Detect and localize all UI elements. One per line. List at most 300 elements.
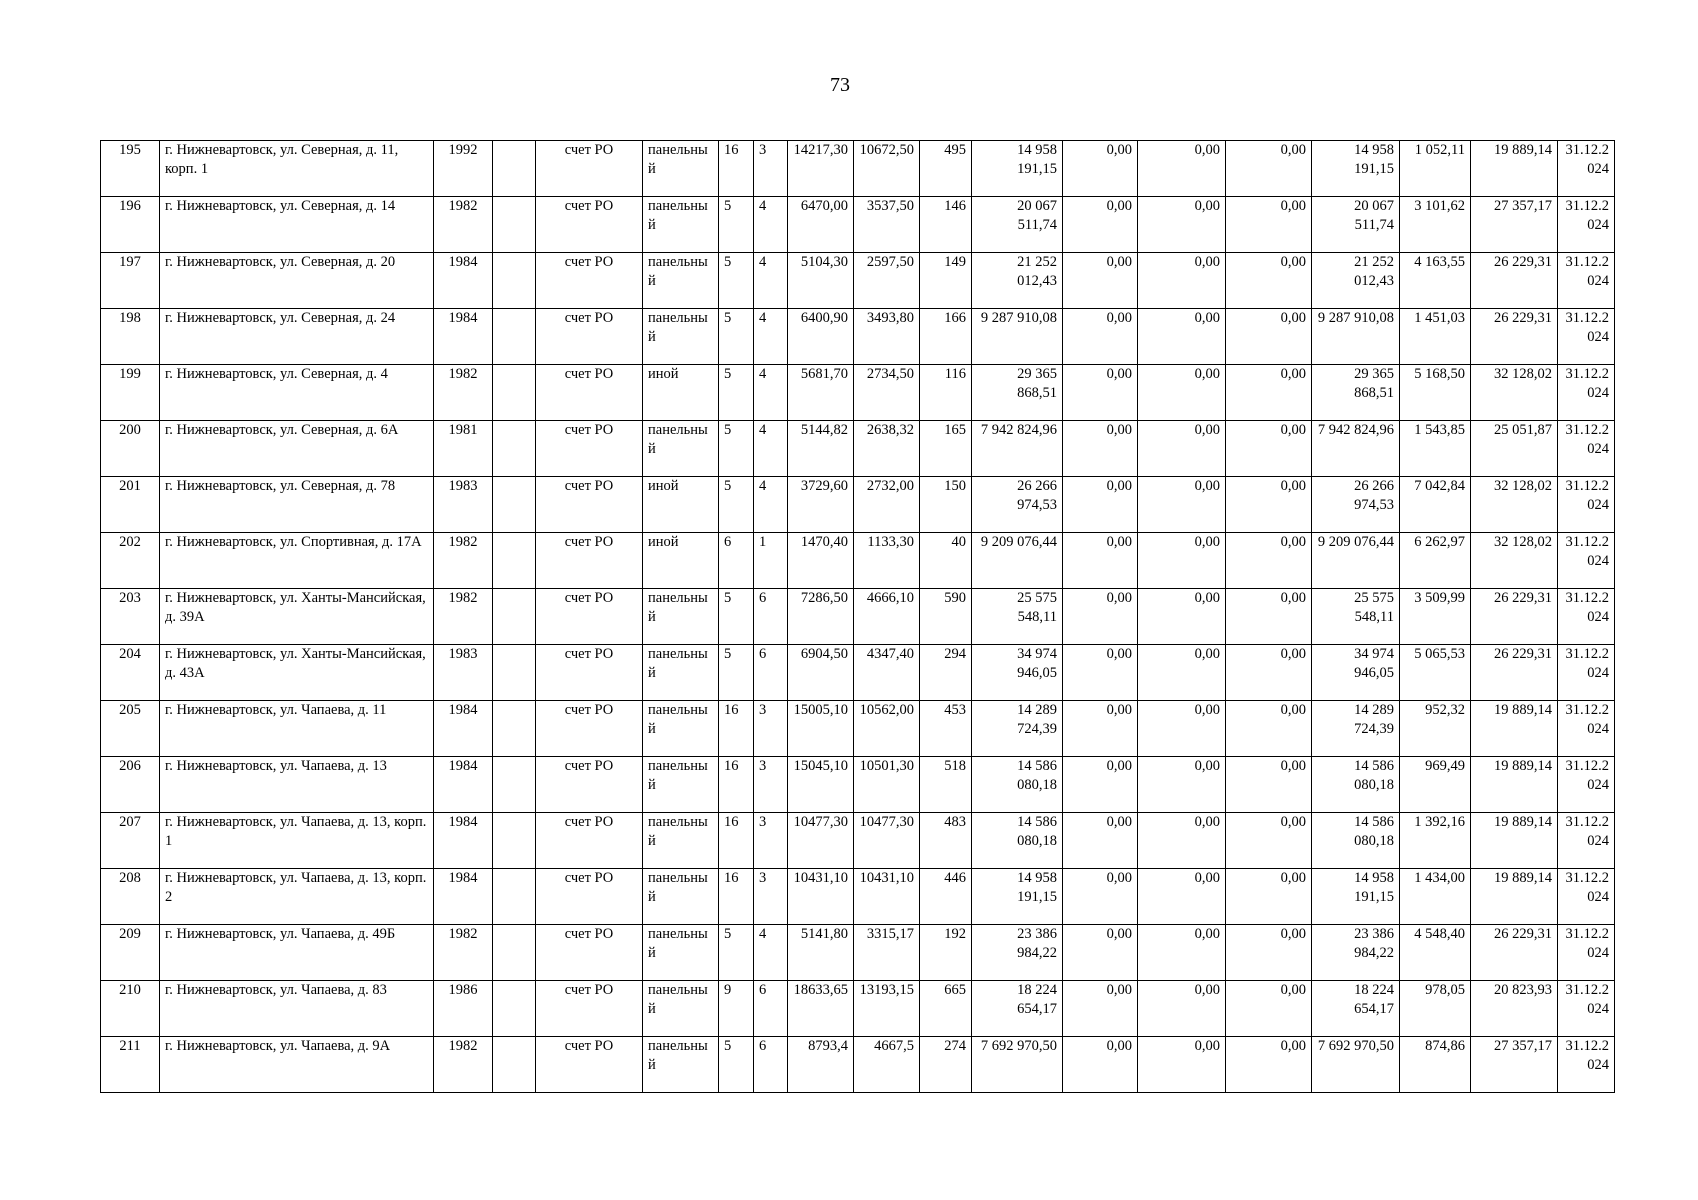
cell-address: г. Нижневартовск, ул. Чапаева, д. 9А (160, 1037, 434, 1093)
cell-deadline: 31.12.2024 (1558, 589, 1615, 645)
cell-wall-material: панельный (643, 309, 719, 365)
cell-deadline: 31.12.2024 (1558, 869, 1615, 925)
cell-address: г. Нижневартовск, ул. Чапаева, д. 13, корп. 2 (160, 869, 434, 925)
cell-fund-value-2: 0,00 (1138, 1037, 1226, 1093)
cell-living-area: 4666,10 (854, 589, 920, 645)
cell-living-area: 10672,50 (854, 141, 920, 197)
cell-total-area: 6904,50 (788, 645, 854, 701)
cell-total-cost: 20 067 511,74 (972, 197, 1063, 253)
cell-total-cost: 29 365 868,51 (972, 365, 1063, 421)
cell-fund-value-3: 0,00 (1226, 925, 1312, 981)
cell-total-cost: 25 575 548,11 (972, 589, 1063, 645)
cell-fund-value-3: 0,00 (1226, 365, 1312, 421)
cell-fund-value-3: 0,00 (1226, 981, 1312, 1037)
cell-fund-value-1: 0,00 (1063, 197, 1138, 253)
cell-fund-method: счет РО (536, 869, 643, 925)
cell-floors: 5 (719, 253, 754, 309)
cell-entrances: 4 (754, 365, 788, 421)
cell-fund-value-1: 0,00 (1063, 309, 1138, 365)
cell-address: г. Нижневартовск, ул. Северная, д. 6А (160, 421, 434, 477)
cell-entrances: 4 (754, 309, 788, 365)
cell-wall-material: панельный (643, 813, 719, 869)
cell-residents: 150 (920, 477, 972, 533)
cell-owners-funds: 7 942 824,96 (1312, 421, 1400, 477)
cell-owners-funds: 29 365 868,51 (1312, 365, 1400, 421)
cell-build-year: 1982 (434, 197, 493, 253)
cell-blank-cell (493, 477, 536, 533)
cell-unit-cost: 4 548,40 (1400, 925, 1471, 981)
cell-wall-material: иной (643, 477, 719, 533)
cell-total-cost: 9 287 910,08 (972, 309, 1063, 365)
cell-total-area: 5104,30 (788, 253, 854, 309)
cell-address: г. Нижневартовск, ул. Чапаева, д. 83 (160, 981, 434, 1037)
cell-unit-cost: 1 392,16 (1400, 813, 1471, 869)
cell-address: г. Нижневартовск, ул. Северная, д. 78 (160, 477, 434, 533)
cell-fund-method: счет РО (536, 365, 643, 421)
cell-wall-material: панельный (643, 701, 719, 757)
cell-living-area: 2597,50 (854, 253, 920, 309)
cell-limit-cost: 20 823,93 (1471, 981, 1558, 1037)
cell-build-year: 1982 (434, 925, 493, 981)
cell-total-area: 6470,00 (788, 197, 854, 253)
cell-row-number: 207 (101, 813, 160, 869)
cell-build-year: 1981 (434, 421, 493, 477)
cell-entrances: 3 (754, 813, 788, 869)
cell-deadline: 31.12.2024 (1558, 533, 1615, 589)
cell-build-year: 1984 (434, 813, 493, 869)
cell-unit-cost: 5 168,50 (1400, 365, 1471, 421)
cell-blank-cell (493, 141, 536, 197)
cell-fund-value-2: 0,00 (1138, 309, 1226, 365)
cell-build-year: 1983 (434, 477, 493, 533)
cell-fund-value-3: 0,00 (1226, 533, 1312, 589)
cell-wall-material: панельный (643, 253, 719, 309)
cell-build-year: 1986 (434, 981, 493, 1037)
cell-residents: 40 (920, 533, 972, 589)
cell-total-cost: 14 586 080,18 (972, 757, 1063, 813)
cell-wall-material: панельный (643, 869, 719, 925)
cell-limit-cost: 26 229,31 (1471, 645, 1558, 701)
cell-address: г. Нижневартовск, ул. Ханты-Мансийская, д. 43А (160, 645, 434, 701)
cell-deadline: 31.12.2024 (1558, 421, 1615, 477)
cell-owners-funds: 9 209 076,44 (1312, 533, 1400, 589)
cell-fund-value-1: 0,00 (1063, 925, 1138, 981)
cell-floors: 5 (719, 309, 754, 365)
cell-blank-cell (493, 757, 536, 813)
cell-living-area: 3315,17 (854, 925, 920, 981)
cell-unit-cost: 969,49 (1400, 757, 1471, 813)
cell-fund-value-3: 0,00 (1226, 645, 1312, 701)
cell-residents: 149 (920, 253, 972, 309)
cell-total-area: 8793,4 (788, 1037, 854, 1093)
cell-fund-method: счет РО (536, 589, 643, 645)
cell-row-number: 195 (101, 141, 160, 197)
table-row (101, 197, 1615, 253)
table-row (101, 869, 1615, 925)
cell-blank-cell (493, 1037, 536, 1093)
cell-total-cost: 21 252 012,43 (972, 253, 1063, 309)
cell-fund-value-2: 0,00 (1138, 589, 1226, 645)
cell-entrances: 4 (754, 253, 788, 309)
cell-limit-cost: 19 889,14 (1471, 701, 1558, 757)
cell-fund-value-2: 0,00 (1138, 421, 1226, 477)
cell-row-number: 201 (101, 477, 160, 533)
cell-owners-funds: 14 958 191,15 (1312, 141, 1400, 197)
cell-build-year: 1982 (434, 1037, 493, 1093)
cell-limit-cost: 27 357,17 (1471, 197, 1558, 253)
cell-fund-method: счет РО (536, 757, 643, 813)
cell-blank-cell (493, 533, 536, 589)
cell-floors: 9 (719, 981, 754, 1037)
cell-owners-funds: 18 224 654,17 (1312, 981, 1400, 1037)
cell-limit-cost: 27 357,17 (1471, 1037, 1558, 1093)
cell-row-number: 196 (101, 197, 160, 253)
cell-blank-cell (493, 869, 536, 925)
cell-fund-method: счет РО (536, 477, 643, 533)
cell-build-year: 1982 (434, 533, 493, 589)
cell-build-year: 1982 (434, 365, 493, 421)
cell-deadline: 31.12.2024 (1558, 197, 1615, 253)
cell-entrances: 4 (754, 925, 788, 981)
cell-blank-cell (493, 981, 536, 1037)
cell-build-year: 1984 (434, 757, 493, 813)
cell-owners-funds: 14 586 080,18 (1312, 757, 1400, 813)
cell-fund-value-1: 0,00 (1063, 981, 1138, 1037)
table-row (101, 141, 1615, 197)
cell-fund-value-1: 0,00 (1063, 645, 1138, 701)
cell-fund-value-2: 0,00 (1138, 869, 1226, 925)
cell-fund-value-2: 0,00 (1138, 253, 1226, 309)
cell-fund-method: счет РО (536, 1037, 643, 1093)
cell-wall-material: панельный (643, 197, 719, 253)
cell-fund-method: счет РО (536, 141, 643, 197)
cell-address: г. Нижневартовск, ул. Чапаева, д. 49Б (160, 925, 434, 981)
cell-row-number: 204 (101, 645, 160, 701)
cell-deadline: 31.12.2024 (1558, 253, 1615, 309)
cell-owners-funds: 14 289 724,39 (1312, 701, 1400, 757)
cell-limit-cost: 19 889,14 (1471, 757, 1558, 813)
cell-unit-cost: 1 451,03 (1400, 309, 1471, 365)
cell-fund-value-2: 0,00 (1138, 925, 1226, 981)
cell-fund-value-2: 0,00 (1138, 477, 1226, 533)
cell-fund-value-3: 0,00 (1226, 141, 1312, 197)
cell-fund-method: счет РО (536, 421, 643, 477)
table-row (101, 309, 1615, 365)
cell-floors: 5 (719, 421, 754, 477)
cell-fund-value-3: 0,00 (1226, 421, 1312, 477)
cell-living-area: 2734,50 (854, 365, 920, 421)
cell-living-area: 10562,00 (854, 701, 920, 757)
cell-blank-cell (493, 197, 536, 253)
cell-fund-value-2: 0,00 (1138, 701, 1226, 757)
cell-wall-material: панельный (643, 1037, 719, 1093)
cell-wall-material: панельный (643, 981, 719, 1037)
cell-living-area: 2732,00 (854, 477, 920, 533)
cell-build-year: 1984 (434, 253, 493, 309)
cell-fund-value-2: 0,00 (1138, 533, 1226, 589)
cell-floors: 5 (719, 197, 754, 253)
cell-wall-material: панельный (643, 421, 719, 477)
cell-address: г. Нижневартовск, ул. Чапаева, д. 11 (160, 701, 434, 757)
cell-total-area: 14217,30 (788, 141, 854, 197)
cell-deadline: 31.12.2024 (1558, 645, 1615, 701)
cell-limit-cost: 25 051,87 (1471, 421, 1558, 477)
cell-fund-value-3: 0,00 (1226, 477, 1312, 533)
cell-entrances: 1 (754, 533, 788, 589)
cell-wall-material: панельный (643, 925, 719, 981)
cell-wall-material: панельный (643, 645, 719, 701)
cell-entrances: 4 (754, 421, 788, 477)
cell-address: г. Нижневартовск, ул. Северная, д. 11, корп. 1 (160, 141, 434, 197)
cell-residents: 192 (920, 925, 972, 981)
cell-build-year: 1984 (434, 701, 493, 757)
cell-residents: 590 (920, 589, 972, 645)
cell-limit-cost: 32 128,02 (1471, 533, 1558, 589)
cell-floors: 16 (719, 141, 754, 197)
cell-address: г. Нижневартовск, ул. Чапаева, д. 13, корп. 1 (160, 813, 434, 869)
cell-fund-method: счет РО (536, 533, 643, 589)
cell-fund-value-1: 0,00 (1063, 757, 1138, 813)
cell-entrances: 4 (754, 197, 788, 253)
cell-owners-funds: 20 067 511,74 (1312, 197, 1400, 253)
cell-total-cost: 26 266 974,53 (972, 477, 1063, 533)
cell-deadline: 31.12.2024 (1558, 365, 1615, 421)
cell-fund-value-3: 0,00 (1226, 197, 1312, 253)
table-row (101, 925, 1615, 981)
cell-row-number: 199 (101, 365, 160, 421)
cell-address: г. Нижневартовск, ул. Северная, д. 14 (160, 197, 434, 253)
cell-owners-funds: 34 974 946,05 (1312, 645, 1400, 701)
table-row (101, 645, 1615, 701)
cell-fund-value-1: 0,00 (1063, 421, 1138, 477)
cell-deadline: 31.12.2024 (1558, 981, 1615, 1037)
cell-total-area: 5681,70 (788, 365, 854, 421)
cell-residents: 146 (920, 197, 972, 253)
cell-build-year: 1982 (434, 589, 493, 645)
cell-fund-method: счет РО (536, 925, 643, 981)
cell-unit-cost: 874,86 (1400, 1037, 1471, 1093)
cell-limit-cost: 19 889,14 (1471, 869, 1558, 925)
cell-fund-method: счет РО (536, 645, 643, 701)
cell-row-number: 211 (101, 1037, 160, 1093)
cell-entrances: 3 (754, 869, 788, 925)
cell-total-area: 6400,90 (788, 309, 854, 365)
cell-fund-value-3: 0,00 (1226, 253, 1312, 309)
table-row (101, 477, 1615, 533)
cell-total-cost: 9 209 076,44 (972, 533, 1063, 589)
cell-deadline: 31.12.2024 (1558, 757, 1615, 813)
cell-address: г. Нижневартовск, ул. Ханты-Мансийская, д. 39А (160, 589, 434, 645)
cell-unit-cost: 5 065,53 (1400, 645, 1471, 701)
cell-fund-method: счет РО (536, 701, 643, 757)
cell-blank-cell (493, 253, 536, 309)
cell-limit-cost: 32 128,02 (1471, 477, 1558, 533)
cell-row-number: 198 (101, 309, 160, 365)
cell-fund-value-3: 0,00 (1226, 589, 1312, 645)
cell-living-area: 1133,30 (854, 533, 920, 589)
cell-residents: 446 (920, 869, 972, 925)
cell-unit-cost: 1 052,11 (1400, 141, 1471, 197)
cell-owners-funds: 14 958 191,15 (1312, 869, 1400, 925)
cell-wall-material: иной (643, 365, 719, 421)
cell-living-area: 13193,15 (854, 981, 920, 1037)
cell-floors: 16 (719, 869, 754, 925)
cell-unit-cost: 952,32 (1400, 701, 1471, 757)
cell-total-cost: 14 958 191,15 (972, 869, 1063, 925)
cell-limit-cost: 26 229,31 (1471, 309, 1558, 365)
cell-fund-value-3: 0,00 (1226, 869, 1312, 925)
cell-fund-value-1: 0,00 (1063, 589, 1138, 645)
cell-owners-funds: 26 266 974,53 (1312, 477, 1400, 533)
cell-floors: 5 (719, 925, 754, 981)
cell-residents: 518 (920, 757, 972, 813)
cell-deadline: 31.12.2024 (1558, 813, 1615, 869)
cell-total-cost: 14 289 724,39 (972, 701, 1063, 757)
cell-deadline: 31.12.2024 (1558, 309, 1615, 365)
cell-fund-value-1: 0,00 (1063, 477, 1138, 533)
cell-residents: 453 (920, 701, 972, 757)
cell-unit-cost: 4 163,55 (1400, 253, 1471, 309)
page-number: 73 (830, 74, 850, 96)
cell-deadline: 31.12.2024 (1558, 141, 1615, 197)
cell-owners-funds: 9 287 910,08 (1312, 309, 1400, 365)
table-row (101, 981, 1615, 1037)
cell-blank-cell (493, 813, 536, 869)
cell-owners-funds: 7 692 970,50 (1312, 1037, 1400, 1093)
cell-total-cost: 14 958 191,15 (972, 141, 1063, 197)
cell-entrances: 4 (754, 477, 788, 533)
cell-fund-value-1: 0,00 (1063, 141, 1138, 197)
cell-entrances: 6 (754, 1037, 788, 1093)
cell-fund-value-2: 0,00 (1138, 757, 1226, 813)
cell-floors: 5 (719, 365, 754, 421)
cell-fund-value-1: 0,00 (1063, 533, 1138, 589)
cell-entrances: 6 (754, 981, 788, 1037)
cell-floors: 16 (719, 813, 754, 869)
cell-fund-value-2: 0,00 (1138, 365, 1226, 421)
cell-row-number: 210 (101, 981, 160, 1037)
cell-floors: 5 (719, 1037, 754, 1093)
cell-build-year: 1983 (434, 645, 493, 701)
cell-unit-cost: 978,05 (1400, 981, 1471, 1037)
cell-living-area: 10477,30 (854, 813, 920, 869)
cell-blank-cell (493, 645, 536, 701)
cell-fund-method: счет РО (536, 981, 643, 1037)
cell-fund-method: счет РО (536, 253, 643, 309)
cell-limit-cost: 19 889,14 (1471, 141, 1558, 197)
cell-blank-cell (493, 365, 536, 421)
cell-build-year: 1992 (434, 141, 493, 197)
cell-fund-value-2: 0,00 (1138, 981, 1226, 1037)
cell-address: г. Нижневартовск, ул. Северная, д. 4 (160, 365, 434, 421)
cell-address: г. Нижневартовск, ул. Северная, д. 20 (160, 253, 434, 309)
cell-entrances: 3 (754, 141, 788, 197)
cell-total-cost: 23 386 984,22 (972, 925, 1063, 981)
cell-fund-value-1: 0,00 (1063, 1037, 1138, 1093)
cell-row-number: 208 (101, 869, 160, 925)
cell-entrances: 6 (754, 645, 788, 701)
cell-total-cost: 7 692 970,50 (972, 1037, 1063, 1093)
cell-deadline: 31.12.2024 (1558, 701, 1615, 757)
cell-total-area: 5141,80 (788, 925, 854, 981)
cell-living-area: 3537,50 (854, 197, 920, 253)
cell-row-number: 197 (101, 253, 160, 309)
table-row (101, 589, 1615, 645)
cell-limit-cost: 26 229,31 (1471, 925, 1558, 981)
cell-living-area: 10501,30 (854, 757, 920, 813)
cell-entrances: 6 (754, 589, 788, 645)
table-row (101, 421, 1615, 477)
cell-build-year: 1984 (434, 309, 493, 365)
cell-owners-funds: 25 575 548,11 (1312, 589, 1400, 645)
cell-living-area: 4347,40 (854, 645, 920, 701)
table-row (101, 365, 1615, 421)
cell-owners-funds: 14 586 080,18 (1312, 813, 1400, 869)
cell-total-area: 15005,10 (788, 701, 854, 757)
cell-residents: 665 (920, 981, 972, 1037)
cell-fund-value-2: 0,00 (1138, 813, 1226, 869)
cell-floors: 5 (719, 477, 754, 533)
cell-total-area: 7286,50 (788, 589, 854, 645)
cell-fund-method: счет РО (536, 813, 643, 869)
cell-wall-material: панельный (643, 141, 719, 197)
cell-deadline: 31.12.2024 (1558, 925, 1615, 981)
cell-fund-method: счет РО (536, 197, 643, 253)
cell-blank-cell (493, 421, 536, 477)
cell-fund-value-3: 0,00 (1226, 701, 1312, 757)
cell-fund-value-1: 0,00 (1063, 869, 1138, 925)
cell-living-area: 2638,32 (854, 421, 920, 477)
cell-entrances: 3 (754, 701, 788, 757)
cell-limit-cost: 26 229,31 (1471, 589, 1558, 645)
cell-total-area: 10477,30 (788, 813, 854, 869)
cell-wall-material: панельный (643, 589, 719, 645)
cell-row-number: 206 (101, 757, 160, 813)
cell-floors: 5 (719, 645, 754, 701)
cell-total-area: 3729,60 (788, 477, 854, 533)
cell-deadline: 31.12.2024 (1558, 1037, 1615, 1093)
cell-blank-cell (493, 925, 536, 981)
cell-floors: 16 (719, 701, 754, 757)
cell-floors: 5 (719, 589, 754, 645)
cell-unit-cost: 3 101,62 (1400, 197, 1471, 253)
cell-total-cost: 14 586 080,18 (972, 813, 1063, 869)
cell-row-number: 205 (101, 701, 160, 757)
cell-total-area: 18633,65 (788, 981, 854, 1037)
housing-register-table (100, 140, 1615, 1093)
cell-total-cost: 34 974 946,05 (972, 645, 1063, 701)
cell-wall-material: панельный (643, 757, 719, 813)
cell-row-number: 209 (101, 925, 160, 981)
cell-living-area: 10431,10 (854, 869, 920, 925)
table-body (101, 141, 1615, 1093)
table-row (101, 813, 1615, 869)
cell-residents: 116 (920, 365, 972, 421)
cell-fund-value-3: 0,00 (1226, 309, 1312, 365)
cell-residents: 165 (920, 421, 972, 477)
cell-fund-value-1: 0,00 (1063, 253, 1138, 309)
cell-address: г. Нижневартовск, ул. Чапаева, д. 13 (160, 757, 434, 813)
cell-residents: 294 (920, 645, 972, 701)
cell-floors: 6 (719, 533, 754, 589)
cell-fund-value-3: 0,00 (1226, 757, 1312, 813)
cell-row-number: 200 (101, 421, 160, 477)
cell-address: г. Нижневартовск, ул. Северная, д. 24 (160, 309, 434, 365)
cell-total-area: 1470,40 (788, 533, 854, 589)
cell-living-area: 3493,80 (854, 309, 920, 365)
table-row (101, 533, 1615, 589)
cell-fund-value-3: 0,00 (1226, 813, 1312, 869)
